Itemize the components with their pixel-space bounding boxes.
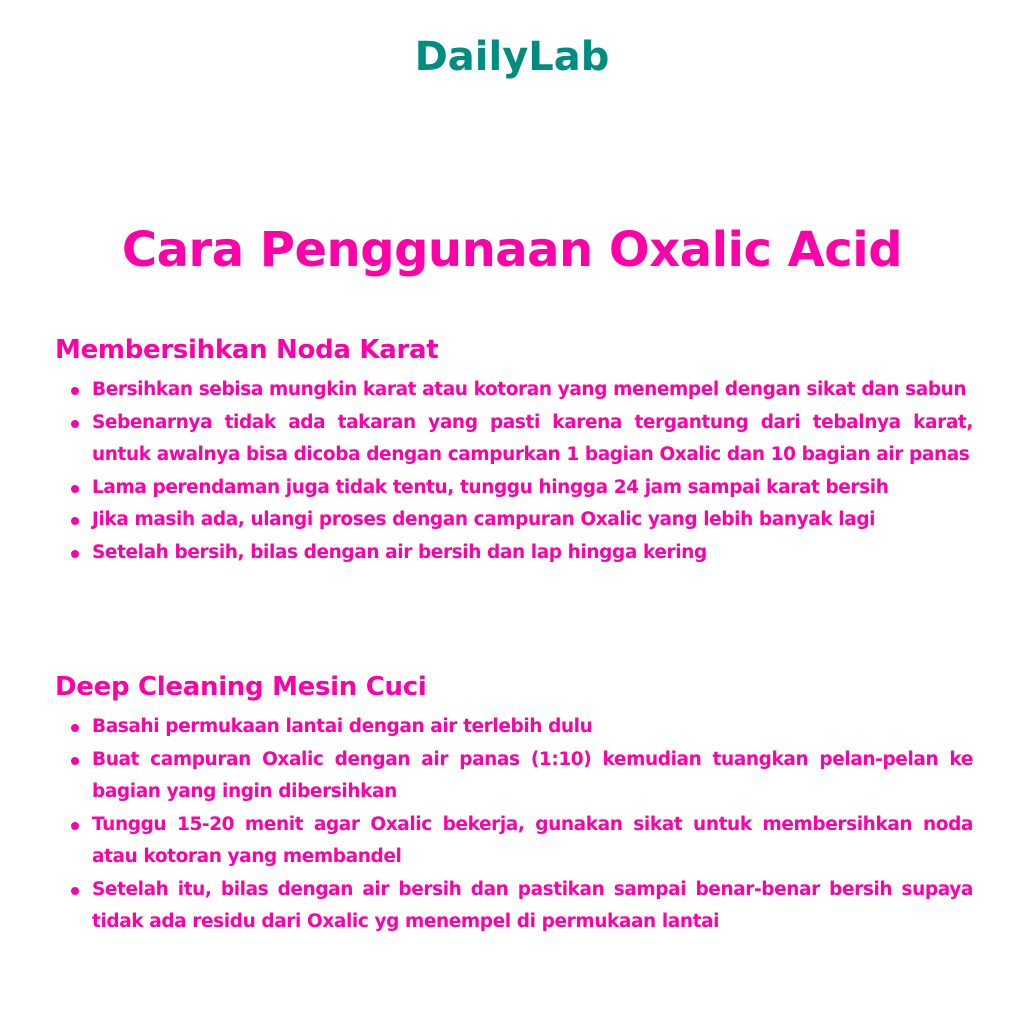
list-item-text: Basahi permukaan lantai dengan air terlebih dulu bbox=[92, 716, 593, 737]
bullet-dot-icon bbox=[71, 887, 79, 895]
section-washing-machine bbox=[55, 671, 973, 939]
bullet-dot-icon bbox=[71, 485, 79, 493]
list-item-text: Setelah bersih, bilas dengan air bersih dan lap hingga kering bbox=[92, 541, 707, 563]
list-item-text: Buat campuran Oxalic dengan air panas (1:10) kemudian tuangkan pelan-pelan ke bagian yang ingin dibersihkan bbox=[92, 748, 973, 802]
list-item-text: Lama perendaman juga tidak tentu, tunggu hingga 24 jam sampai karat bersih bbox=[92, 476, 889, 498]
bullet-dot-icon bbox=[71, 420, 79, 428]
bullet-dot-icon bbox=[71, 550, 79, 558]
section-heading: Deep Cleaning Mesin Cuci bbox=[55, 672, 427, 702]
instruction-list bbox=[55, 711, 973, 939]
bullet-dot-icon bbox=[71, 517, 79, 525]
list-item bbox=[55, 472, 973, 505]
list-item bbox=[55, 537, 973, 570]
list-item-text: Sebenarnya tidak ada takaran yang pasti karena tergantung dari tebalnya karat, untuk awalnya bisa dicoba dengan campurkan 1 bagian Oxalic dan 10 bagian air panas bbox=[92, 411, 973, 465]
list-item-text: Setelah itu, bilas dengan air bersih dan pastikan sampai benar-benar bersih supaya tidak ada residu dari Oxalic yg menempel di permukaan lantai bbox=[92, 878, 973, 932]
section-rust-removal bbox=[55, 334, 973, 569]
list-item-text: Jika masih ada, ulangi proses dengan campuran Oxalic yang lebih banyak lagi bbox=[92, 509, 876, 530]
list-item-text: Bersihkan sebisa mungkin karat atau kotoran yang menempel dengan sikat dan sabun bbox=[92, 379, 967, 400]
list-item bbox=[55, 874, 973, 939]
list-item bbox=[55, 374, 973, 407]
page-title: Cara Penggunaan Oxalic Acid bbox=[121, 222, 903, 278]
bullet-dot-icon bbox=[71, 387, 79, 395]
section-heading: Membersihkan Noda Karat bbox=[55, 335, 439, 365]
list-item-text: Tunggu 15-20 menit agar Oxalic bekerja, gunakan sikat untuk membersihkan noda atau kotoran yang membandel bbox=[92, 813, 973, 867]
list-item bbox=[55, 711, 973, 744]
list-item bbox=[55, 809, 973, 874]
instruction-list bbox=[55, 374, 973, 569]
bullet-dot-icon bbox=[71, 724, 79, 732]
bullet-dot-icon bbox=[71, 822, 79, 830]
list-item bbox=[55, 504, 973, 537]
list-item bbox=[55, 407, 973, 472]
bullet-dot-icon bbox=[71, 757, 79, 765]
brand-logo-text: DailyLab bbox=[414, 34, 610, 80]
list-item bbox=[55, 744, 973, 809]
